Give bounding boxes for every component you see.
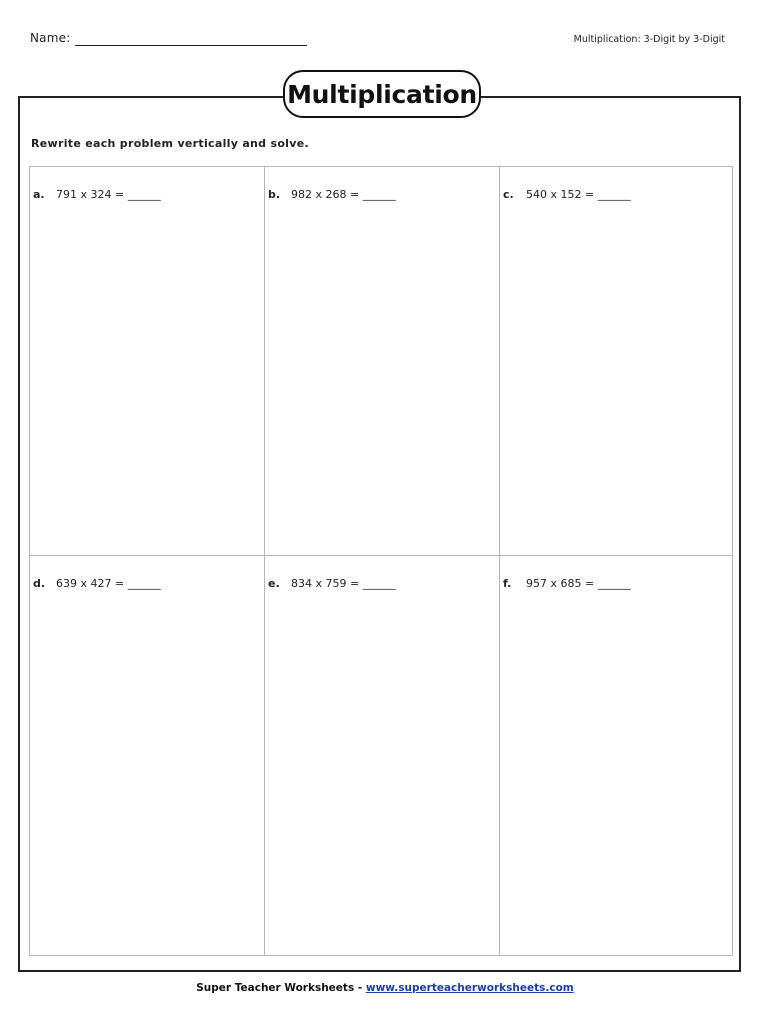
problem-b xyxy=(268,188,396,201)
page-footer xyxy=(0,982,770,994)
problem-c xyxy=(503,188,631,201)
problem-cell-c[interactable] xyxy=(500,167,732,556)
problem-letter: f. xyxy=(503,577,512,590)
problem-expression: 834 x 759 = ______ xyxy=(291,577,396,590)
instructions-text: Rewrite each problem vertically and solve. xyxy=(31,137,309,150)
worksheet-subtitle: Multiplication: 3-Digit by 3-Digit xyxy=(573,34,725,45)
name-label: Name: xyxy=(30,31,71,45)
problem-expression: 791 x 324 = ______ xyxy=(56,188,161,201)
problem-d xyxy=(33,577,161,590)
page-title: Multiplication xyxy=(287,79,477,109)
problem-expression: 639 x 427 = ______ xyxy=(56,577,161,590)
name-blank-line[interactable] xyxy=(75,45,307,46)
problem-expression: 957 x 685 = ______ xyxy=(526,577,631,590)
problem-f xyxy=(503,577,631,590)
problem-cell-f[interactable] xyxy=(500,556,732,955)
problem-a xyxy=(33,188,161,201)
problem-cell-a[interactable] xyxy=(30,167,265,556)
title-banner xyxy=(283,70,481,118)
problem-expression: 540 x 152 = ______ xyxy=(526,188,631,201)
problem-letter: e. xyxy=(268,577,280,590)
problem-cell-b[interactable] xyxy=(265,167,500,556)
problem-cell-e[interactable] xyxy=(265,556,500,955)
problem-cell-d[interactable] xyxy=(30,556,265,955)
problem-grid xyxy=(29,166,733,956)
footer-site-link[interactable]: www.superteacherworksheets.com xyxy=(365,982,574,994)
footer-brand: Super Teacher Worksheets - xyxy=(196,982,363,994)
problem-letter: c. xyxy=(503,188,514,201)
problem-letter: a. xyxy=(33,188,45,201)
problem-e xyxy=(268,577,396,590)
worksheet-header xyxy=(30,31,730,51)
problem-letter: d. xyxy=(33,577,46,590)
problem-letter: b. xyxy=(268,188,281,201)
problem-expression: 982 x 268 = ______ xyxy=(291,188,396,201)
